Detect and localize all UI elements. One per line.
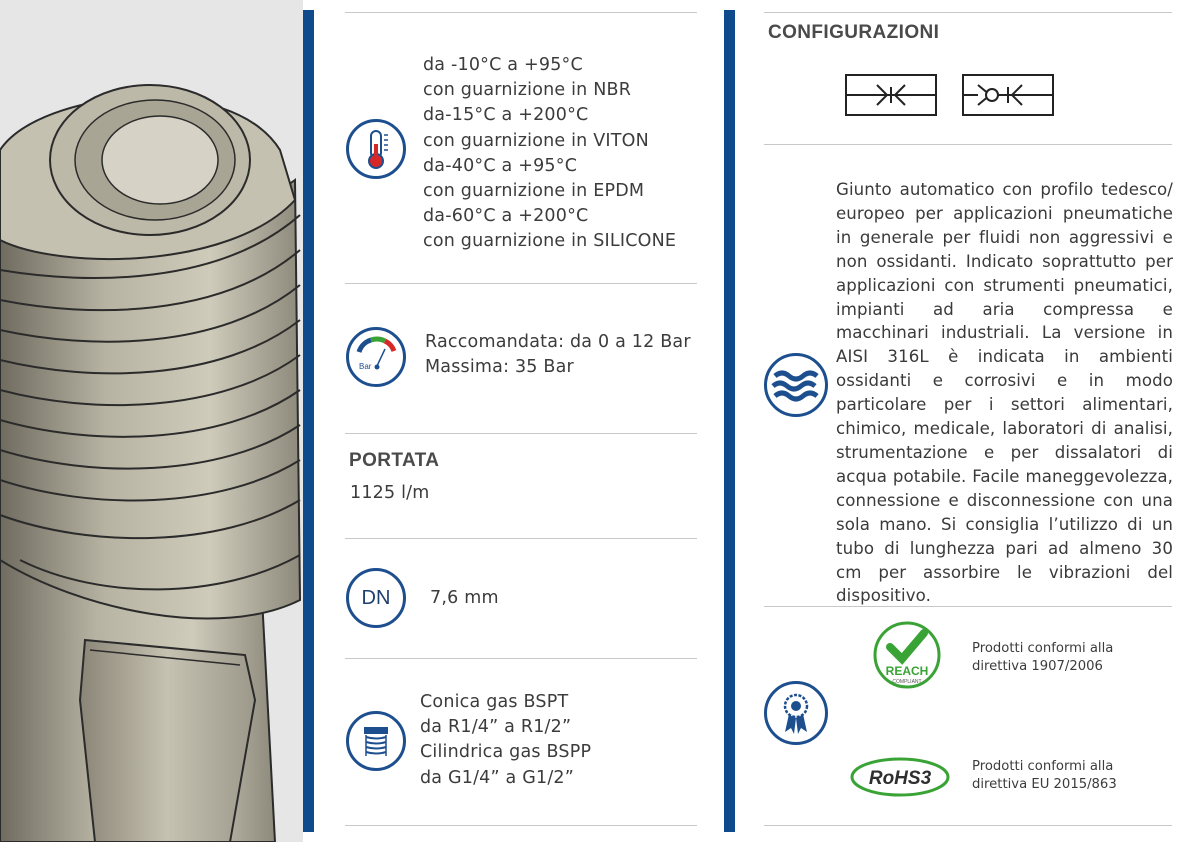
temperature-line: con guarnizione in VITON xyxy=(423,130,649,151)
divider xyxy=(764,12,1172,13)
rohs-logo-text: RoHS3 xyxy=(868,768,932,789)
thread-line: Cilindrica gas BSPP xyxy=(420,742,592,763)
temperature-line: da-60°C a +200°C xyxy=(423,206,589,227)
divider xyxy=(345,658,697,659)
award-ribbon-icon xyxy=(764,681,828,745)
flow-value: 1125 l/m xyxy=(350,483,430,503)
configurations-title: CONFIGURAZIONI xyxy=(768,22,940,43)
reach-statement xyxy=(972,640,1113,676)
rohs-line: Prodotti conformi alla xyxy=(972,759,1114,774)
reach-logo-subtext: COMPLIANT xyxy=(892,679,922,685)
thermometer-icon xyxy=(346,119,406,179)
left-accent-bar xyxy=(303,10,314,832)
flow-title: PORTATA xyxy=(349,450,440,471)
product-photo xyxy=(0,0,303,842)
fitting-illustration xyxy=(0,0,303,842)
thread-line: da G1/4” a G1/2” xyxy=(420,767,575,788)
coupling-check-valve-symbol-icon xyxy=(962,74,1054,120)
thread-line: Conica gas BSPT xyxy=(420,692,569,712)
thread-info xyxy=(420,690,591,791)
divider xyxy=(345,825,697,826)
divider xyxy=(764,144,1172,145)
temperature-line: da-15°C a +200°C xyxy=(423,105,589,126)
divider xyxy=(345,283,697,284)
product-description: Giunto automatico con profilo tedesco/ europeo per applicazioni pneumatiche in generale per fluidi non aggressivi e non ossidanti. Indicato soprattutto per applicazioni con strumenti pneumatici, impianti ad aria compressa e macchinari industriali. La versione in AISI 316L è indicata in ambienti ossidanti e corrosivi e in modo particolare per i settori alimentari, chimico, medicale, laboratori di analisi, strumentazione e per dissalatori di acqua potabile. Facile maneggevolezza, connessione e disconnessione con una sola mano. Si consiglia l’utilizzo di un tubo di lunghezza pari ad almeno 30 cm per assorbire le vibrazioni del dispositivo. xyxy=(836,180,1173,606)
rohs-statement xyxy=(972,758,1117,794)
temperature-line: con guarnizione in SILICONE xyxy=(423,231,677,252)
middle-accent-bar xyxy=(724,10,735,832)
rohs-line: direttiva EU 2015/863 xyxy=(972,777,1117,792)
thread-icon xyxy=(346,711,406,771)
dn-label: DN xyxy=(361,586,391,609)
pressure-maximum: Massima: 35 Bar xyxy=(425,357,574,378)
temperature-ranges xyxy=(423,53,676,255)
reach-logo xyxy=(870,621,944,693)
divider xyxy=(345,433,697,434)
gauge-label: Bar xyxy=(359,362,372,371)
thread-line: da R1/4” a R1/2” xyxy=(420,717,572,738)
temperature-line: con guarnizione in NBR xyxy=(423,80,632,101)
coupling-open-symbol-icon xyxy=(845,74,937,120)
temperature-line: da -10°C a +95°C xyxy=(423,55,583,75)
pressure-gauge-icon xyxy=(346,327,406,387)
divider xyxy=(764,606,1172,607)
rohs-logo xyxy=(850,757,950,801)
divider xyxy=(345,12,697,13)
divider xyxy=(764,825,1172,826)
pressure-info xyxy=(425,330,691,380)
reach-line: Prodotti conformi alla xyxy=(972,641,1114,656)
dn-value: 7,6 mm xyxy=(430,588,499,608)
fluid-waves-icon xyxy=(764,353,828,417)
reach-logo-text: REACH xyxy=(885,664,929,678)
dn-badge xyxy=(346,568,406,628)
temperature-line: con guarnizione in EPDM xyxy=(423,181,645,202)
temperature-line: da-40°C a +95°C xyxy=(423,155,578,176)
pressure-recommended: Raccomandata: da 0 a 12 Bar xyxy=(425,332,691,352)
reach-line: direttiva 1907/2006 xyxy=(972,659,1103,674)
divider xyxy=(345,538,697,539)
